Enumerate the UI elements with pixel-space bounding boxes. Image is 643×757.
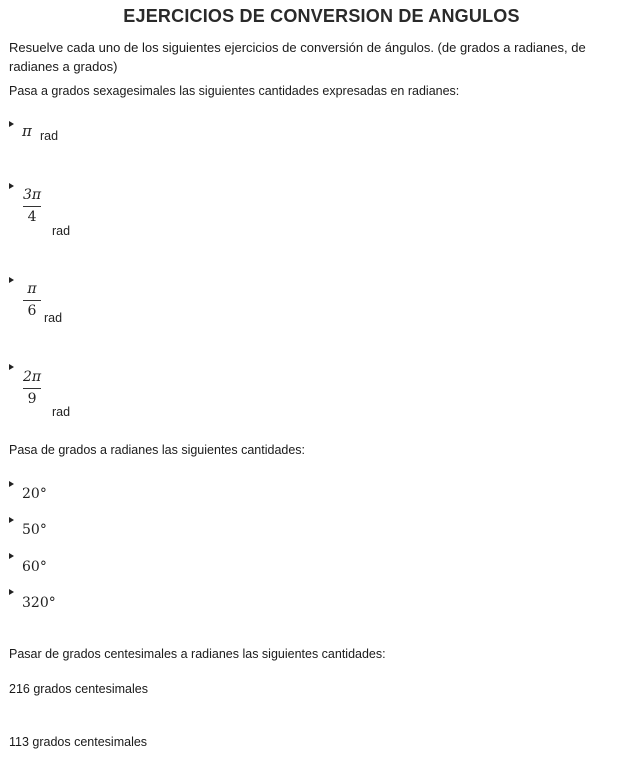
fraction-denominator: 9 (27, 391, 37, 407)
bullet-icon (9, 364, 14, 370)
bullet-icon (9, 589, 14, 595)
bullet-icon (9, 183, 14, 189)
fraction (23, 281, 41, 319)
bullet-icon (9, 517, 14, 523)
unit-label: rad (52, 224, 71, 238)
fraction-numerator: 2π (23, 369, 42, 385)
section-3-heading: Pasar de grados centesimales a radianes las siguientes cantidades: (9, 647, 386, 661)
bullet-icon (9, 481, 14, 487)
bullet-icon (9, 553, 14, 559)
bullet-icon (9, 277, 14, 283)
unit-label: rad (44, 311, 63, 325)
centesimal-item: 216 grados centesimales (9, 682, 148, 696)
degree-value: 60° (22, 559, 47, 575)
centesimal-item: 113 grados centesimales (9, 735, 148, 749)
degree-value: 320° (22, 595, 56, 611)
expr-pi: π (22, 122, 32, 140)
fraction-denominator: 6 (27, 303, 37, 319)
fraction-numerator: 3π (23, 187, 42, 203)
degree-value: 50° (22, 522, 47, 538)
fraction-numerator: π (27, 281, 37, 297)
section-1-heading: Pasa a grados sexagesimales las siguientes cantidades expresadas en radianes: (9, 84, 460, 98)
fraction-bar (23, 206, 41, 207)
bullet-icon (9, 121, 14, 127)
fraction-denominator: 4 (27, 209, 37, 225)
section-2-heading: Pasa de grados a radianes las siguientes cantidades: (9, 443, 306, 457)
fraction (23, 369, 41, 407)
unit-label: rad (40, 129, 59, 143)
fraction (23, 187, 41, 225)
unit-label: rad (52, 405, 71, 419)
fraction-bar (23, 388, 41, 389)
page-title: EJERCICIOS DE CONVERSION DE ANGULOS (123, 6, 520, 26)
degree-value: 20° (22, 486, 47, 502)
fraction-bar (23, 300, 41, 301)
intro-text: Resuelve cada uno de los siguientes ejercicios de conversión de ángulos. (de grados a radianes, de radianes a grados) (9, 40, 586, 74)
